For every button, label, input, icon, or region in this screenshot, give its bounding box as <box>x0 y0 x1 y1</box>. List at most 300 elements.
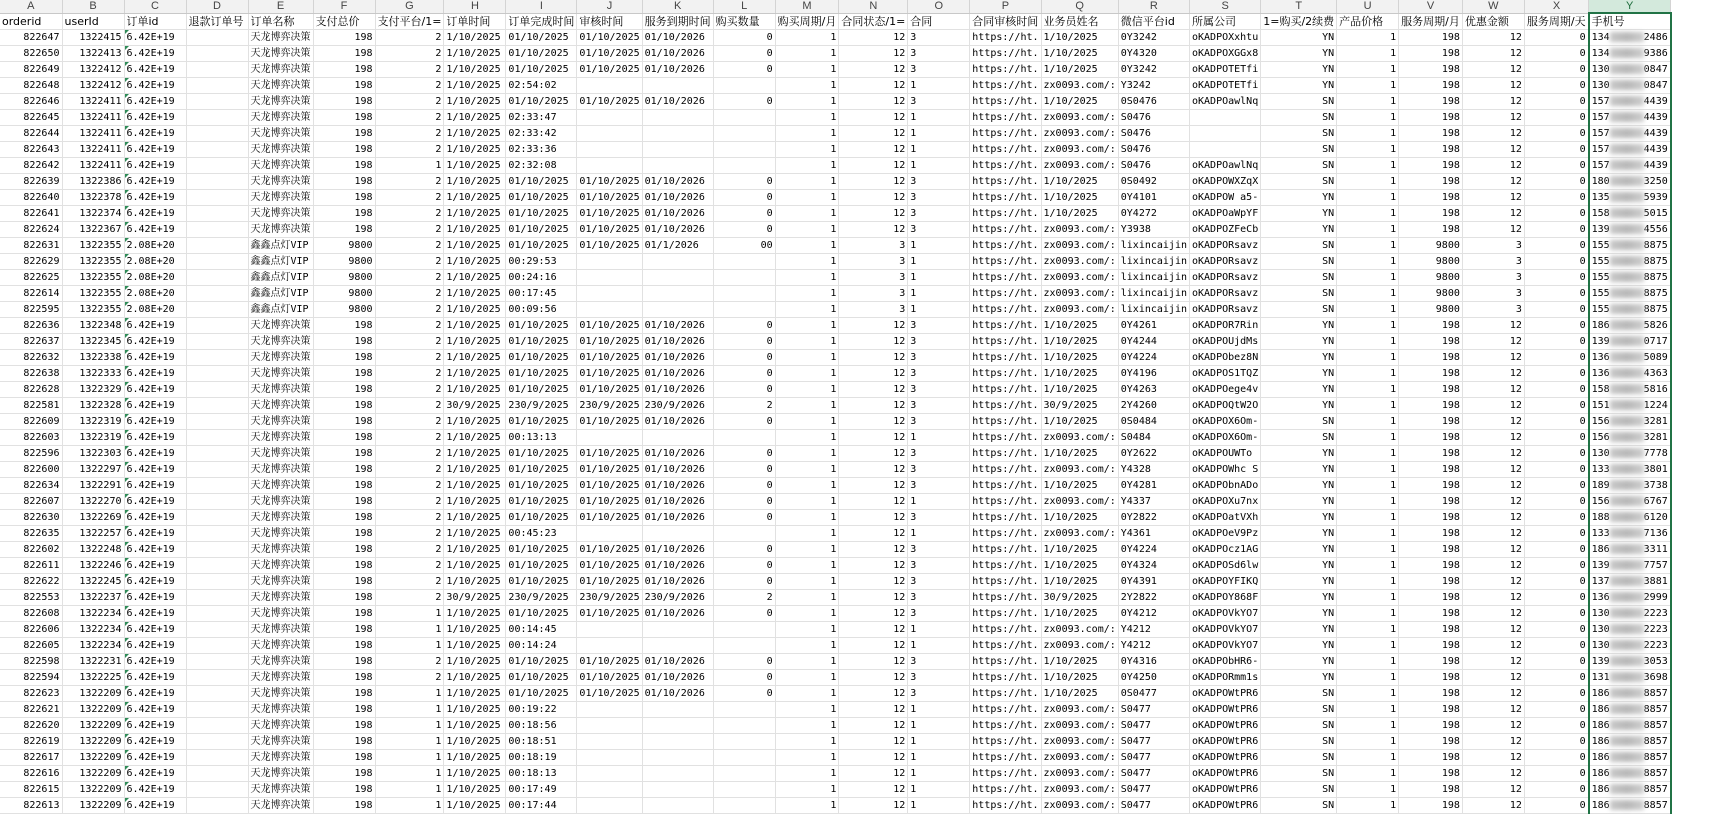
column-header-b[interactable]: B <box>62 0 124 13</box>
cell-x[interactable]: 0 <box>1524 638 1588 654</box>
column-header-f[interactable]: F <box>313 0 375 13</box>
cell-f[interactable]: 198 <box>313 606 375 622</box>
cell-o[interactable]: 1 <box>908 734 970 750</box>
cell-e[interactable]: 天龙博弈决策 <box>248 414 313 430</box>
phone-cell[interactable] <box>1589 350 1671 366</box>
cell-j[interactable] <box>577 718 642 734</box>
cell-w[interactable]: 12 <box>1462 142 1524 158</box>
cell-d[interactable] <box>186 414 248 430</box>
cell-u[interactable]: 1 <box>1337 686 1399 702</box>
phone-cell[interactable] <box>1589 126 1671 142</box>
cell-q[interactable]: zx0093.com/: <box>1041 462 1118 478</box>
cell-k[interactable] <box>642 766 713 782</box>
cell-u[interactable]: 1 <box>1337 462 1399 478</box>
cell-q[interactable]: 1/10/2025 <box>1041 318 1118 334</box>
field-header-cell[interactable]: 购买周期/月 <box>775 13 839 30</box>
cell-t[interactable]: YN <box>1261 350 1337 366</box>
cell-j[interactable]: 01/10/2025 <box>577 414 642 430</box>
cell-q[interactable]: zx0093.com/: <box>1041 494 1118 510</box>
cell-u[interactable]: 1 <box>1337 94 1399 110</box>
cell-w[interactable]: 12 <box>1462 414 1524 430</box>
cell-o[interactable]: 1 <box>908 110 970 126</box>
table-row[interactable] <box>0 734 1671 750</box>
table-row[interactable] <box>0 542 1671 558</box>
cell-g[interactable]: 1 <box>375 158 444 174</box>
cell-n[interactable]: 12 <box>839 350 908 366</box>
cell-x[interactable]: 0 <box>1524 110 1588 126</box>
cell-a[interactable]: 822645 <box>0 110 62 126</box>
cell-o[interactable]: 3 <box>908 206 970 222</box>
cell-e[interactable]: 天龙博弈决策 <box>248 542 313 558</box>
cell-x[interactable]: 0 <box>1524 526 1588 542</box>
cell-h[interactable]: 1/10/2025 <box>444 206 506 222</box>
cell-n[interactable]: 12 <box>839 174 908 190</box>
cell-t[interactable]: YN <box>1261 510 1337 526</box>
cell-h[interactable]: 1/10/2025 <box>444 782 506 798</box>
cell-f[interactable]: 198 <box>313 574 375 590</box>
phone-cell[interactable] <box>1589 798 1671 814</box>
field-header-cell[interactable]: 购买数量 <box>713 13 775 30</box>
cell-o[interactable]: 1 <box>908 622 970 638</box>
cell-p[interactable]: https://ht. <box>970 110 1041 126</box>
cell-x[interactable]: 0 <box>1524 94 1588 110</box>
cell-n[interactable]: 12 <box>839 462 908 478</box>
cell-n[interactable]: 12 <box>839 478 908 494</box>
cell-i[interactable]: 00:45:23 <box>506 526 577 542</box>
cell-l[interactable] <box>713 270 775 286</box>
cell-j[interactable]: 01/10/2025 <box>577 46 642 62</box>
cell-u[interactable]: 1 <box>1337 606 1399 622</box>
cell-a[interactable]: 822640 <box>0 190 62 206</box>
cell-g[interactable]: 2 <box>375 542 444 558</box>
cell-f[interactable]: 198 <box>313 558 375 574</box>
table-row[interactable] <box>0 254 1671 270</box>
cell-i[interactable]: 01/10/2025 <box>506 94 577 110</box>
cell-f[interactable]: 198 <box>313 526 375 542</box>
cell-l[interactable] <box>713 302 775 318</box>
cell-p[interactable]: https://ht. <box>970 702 1041 718</box>
cell-a[interactable]: 822602 <box>0 542 62 558</box>
cell-i[interactable]: 01/10/2025 <box>506 350 577 366</box>
cell-l[interactable] <box>713 142 775 158</box>
cell-d[interactable] <box>186 494 248 510</box>
cell-s[interactable]: oKADPOTETfi <box>1190 78 1261 94</box>
cell-d[interactable] <box>186 254 248 270</box>
cell-d[interactable] <box>186 606 248 622</box>
cell-q[interactable]: 1/10/2025 <box>1041 510 1118 526</box>
cell-b[interactable]: 1322234 <box>62 606 124 622</box>
cell-h[interactable]: 1/10/2025 <box>444 382 506 398</box>
column-header-q[interactable]: Q <box>1041 0 1118 13</box>
cell-f[interactable]: 9800 <box>313 238 375 254</box>
cell-u[interactable]: 1 <box>1337 558 1399 574</box>
cell-n[interactable]: 12 <box>839 366 908 382</box>
phone-cell[interactable] <box>1589 494 1671 510</box>
cell-j[interactable] <box>577 702 642 718</box>
cell-g[interactable]: 2 <box>375 110 444 126</box>
cell-j[interactable]: 01/10/2025 <box>577 446 642 462</box>
cell-g[interactable]: 2 <box>375 670 444 686</box>
cell-j[interactable] <box>577 526 642 542</box>
phone-cell[interactable] <box>1589 222 1671 238</box>
cell-l[interactable]: 0 <box>713 574 775 590</box>
cell-s[interactable]: oKADPORsavz <box>1190 254 1261 270</box>
cell-m[interactable]: 1 <box>775 30 839 46</box>
cell-o[interactable]: 3 <box>908 46 970 62</box>
cell-o[interactable]: 3 <box>908 478 970 494</box>
cell-o[interactable]: 3 <box>908 30 970 46</box>
cell-k[interactable]: 01/10/2026 <box>642 30 713 46</box>
cell-f[interactable]: 198 <box>313 30 375 46</box>
cell-u[interactable]: 1 <box>1337 174 1399 190</box>
cell-i[interactable]: 01/10/2025 <box>506 462 577 478</box>
cell-h[interactable]: 1/10/2025 <box>444 158 506 174</box>
cell-a[interactable]: 822594 <box>0 670 62 686</box>
field-header-cell[interactable]: orderid <box>0 13 62 30</box>
table-row[interactable] <box>0 382 1671 398</box>
cell-a[interactable]: 822553 <box>0 590 62 606</box>
cell-n[interactable]: 12 <box>839 686 908 702</box>
cell-a[interactable]: 822642 <box>0 158 62 174</box>
cell-i[interactable]: 00:09:56 <box>506 302 577 318</box>
cell-c[interactable]: 6.42E+19 <box>124 654 186 670</box>
column-header-p[interactable]: P <box>970 0 1041 13</box>
cell-o[interactable]: 3 <box>908 190 970 206</box>
cell-c[interactable]: 2.08E+20 <box>124 238 186 254</box>
cell-j[interactable]: 01/10/2025 <box>577 206 642 222</box>
cell-h[interactable]: 1/10/2025 <box>444 238 506 254</box>
cell-d[interactable] <box>186 686 248 702</box>
cell-u[interactable]: 1 <box>1337 766 1399 782</box>
cell-u[interactable]: 1 <box>1337 158 1399 174</box>
cell-d[interactable] <box>186 174 248 190</box>
phone-cell[interactable] <box>1589 414 1671 430</box>
cell-u[interactable]: 1 <box>1337 590 1399 606</box>
cell-k[interactable]: 01/10/2026 <box>642 222 713 238</box>
cell-f[interactable]: 198 <box>313 686 375 702</box>
cell-n[interactable]: 12 <box>839 718 908 734</box>
cell-f[interactable]: 198 <box>313 142 375 158</box>
cell-n[interactable]: 12 <box>839 110 908 126</box>
cell-k[interactable]: 01/10/2026 <box>642 654 713 670</box>
cell-i[interactable]: 01/10/2025 <box>506 574 577 590</box>
cell-r[interactable]: 0Y3242 <box>1118 62 1189 78</box>
cell-p[interactable]: https://ht. <box>970 654 1041 670</box>
cell-a[interactable]: 822595 <box>0 302 62 318</box>
cell-n[interactable]: 12 <box>839 446 908 462</box>
cell-x[interactable]: 0 <box>1524 206 1588 222</box>
table-row[interactable] <box>0 494 1671 510</box>
cell-m[interactable]: 1 <box>775 94 839 110</box>
phone-cell[interactable] <box>1589 670 1671 686</box>
cell-g[interactable]: 2 <box>375 46 444 62</box>
cell-j[interactable]: 01/10/2025 <box>577 350 642 366</box>
cell-d[interactable] <box>186 542 248 558</box>
cell-w[interactable]: 12 <box>1462 382 1524 398</box>
cell-h[interactable]: 1/10/2025 <box>444 494 506 510</box>
column-header-i[interactable]: I <box>506 0 577 13</box>
cell-j[interactable]: 01/10/2025 <box>577 174 642 190</box>
cell-n[interactable]: 12 <box>839 654 908 670</box>
cell-k[interactable]: 01/10/2026 <box>642 382 713 398</box>
cell-a[interactable]: 822596 <box>0 446 62 462</box>
cell-d[interactable] <box>186 190 248 206</box>
cell-j[interactable]: 01/10/2025 <box>577 382 642 398</box>
cell-t[interactable]: YN <box>1261 46 1337 62</box>
column-header-j[interactable]: J <box>577 0 642 13</box>
cell-c[interactable]: 6.42E+19 <box>124 526 186 542</box>
cell-w[interactable]: 12 <box>1462 174 1524 190</box>
cell-h[interactable]: 1/10/2025 <box>444 638 506 654</box>
cell-r[interactable]: 0Y4261 <box>1118 318 1189 334</box>
cell-n[interactable]: 12 <box>839 622 908 638</box>
cell-u[interactable]: 1 <box>1337 142 1399 158</box>
cell-u[interactable]: 1 <box>1337 222 1399 238</box>
cell-c[interactable]: 6.42E+19 <box>124 750 186 766</box>
cell-l[interactable] <box>713 158 775 174</box>
table-row[interactable] <box>0 238 1671 254</box>
cell-c[interactable]: 6.42E+19 <box>124 638 186 654</box>
cell-i[interactable]: 00:24:16 <box>506 270 577 286</box>
table-row[interactable] <box>0 110 1671 126</box>
cell-t[interactable]: YN <box>1261 558 1337 574</box>
cell-q[interactable]: 30/9/2025 <box>1041 590 1118 606</box>
cell-a[interactable]: 822646 <box>0 94 62 110</box>
cell-p[interactable]: https://ht. <box>970 46 1041 62</box>
cell-f[interactable]: 198 <box>313 766 375 782</box>
cell-q[interactable]: zx0093.com/: <box>1041 702 1118 718</box>
cell-k[interactable]: 01/10/2026 <box>642 446 713 462</box>
cell-a[interactable]: 822630 <box>0 510 62 526</box>
column-header-e[interactable]: E <box>248 0 313 13</box>
cell-l[interactable] <box>713 782 775 798</box>
cell-x[interactable]: 0 <box>1524 702 1588 718</box>
cell-l[interactable]: 0 <box>713 670 775 686</box>
cell-q[interactable]: 1/10/2025 <box>1041 94 1118 110</box>
cell-g[interactable]: 2 <box>375 174 444 190</box>
column-header-n[interactable]: N <box>839 0 908 13</box>
cell-h[interactable]: 1/10/2025 <box>444 734 506 750</box>
cell-m[interactable]: 1 <box>775 590 839 606</box>
phone-cell[interactable] <box>1589 238 1671 254</box>
phone-cell[interactable] <box>1589 446 1671 462</box>
cell-p[interactable]: https://ht. <box>970 142 1041 158</box>
column-header-x[interactable]: X <box>1524 0 1588 13</box>
cell-d[interactable] <box>186 350 248 366</box>
cell-w[interactable]: 12 <box>1462 334 1524 350</box>
cell-h[interactable]: 1/10/2025 <box>444 334 506 350</box>
cell-c[interactable]: 6.42E+19 <box>124 670 186 686</box>
cell-a[interactable]: 822635 <box>0 526 62 542</box>
table-row[interactable] <box>0 46 1671 62</box>
cell-c[interactable]: 6.42E+19 <box>124 574 186 590</box>
cell-h[interactable]: 1/10/2025 <box>444 766 506 782</box>
cell-i[interactable]: 01/10/2025 <box>506 414 577 430</box>
cell-e[interactable]: 天龙博弈决策 <box>248 734 313 750</box>
cell-l[interactable]: 0 <box>713 366 775 382</box>
cell-w[interactable]: 12 <box>1462 366 1524 382</box>
cell-a[interactable]: 822643 <box>0 142 62 158</box>
cell-t[interactable]: YN <box>1261 62 1337 78</box>
cell-l[interactable] <box>713 430 775 446</box>
cell-d[interactable] <box>186 510 248 526</box>
cell-m[interactable]: 1 <box>775 174 839 190</box>
cell-t[interactable]: SN <box>1261 286 1337 302</box>
cell-u[interactable]: 1 <box>1337 110 1399 126</box>
cell-c[interactable]: 6.42E+19 <box>124 782 186 798</box>
cell-f[interactable]: 198 <box>313 430 375 446</box>
cell-f[interactable]: 198 <box>313 494 375 510</box>
cell-x[interactable]: 0 <box>1524 158 1588 174</box>
cell-x[interactable]: 0 <box>1524 126 1588 142</box>
cell-r[interactable]: 0S0477 <box>1118 686 1189 702</box>
cell-k[interactable] <box>642 734 713 750</box>
cell-n[interactable]: 12 <box>839 62 908 78</box>
cell-e[interactable]: 天龙博弈决策 <box>248 558 313 574</box>
cell-f[interactable]: 198 <box>313 622 375 638</box>
cell-i[interactable]: 01/10/2025 <box>506 446 577 462</box>
cell-k[interactable] <box>642 126 713 142</box>
cell-c[interactable]: 6.42E+19 <box>124 702 186 718</box>
cell-e[interactable]: 天龙博弈决策 <box>248 142 313 158</box>
cell-k[interactable]: 01/10/2026 <box>642 174 713 190</box>
cell-o[interactable]: 1 <box>908 702 970 718</box>
cell-g[interactable]: 2 <box>375 302 444 318</box>
cell-l[interactable]: 0 <box>713 478 775 494</box>
table-row[interactable] <box>0 558 1671 574</box>
cell-g[interactable]: 2 <box>375 558 444 574</box>
cell-k[interactable] <box>642 798 713 814</box>
cell-a[interactable]: 822605 <box>0 638 62 654</box>
cell-c[interactable]: 6.42E+19 <box>124 30 186 46</box>
cell-b[interactable]: 1322412 <box>62 78 124 94</box>
cell-w[interactable]: 12 <box>1462 654 1524 670</box>
cell-r[interactable]: 0S0484 <box>1118 414 1189 430</box>
cell-m[interactable]: 1 <box>775 702 839 718</box>
cell-n[interactable]: 12 <box>839 638 908 654</box>
cell-p[interactable]: https://ht. <box>970 430 1041 446</box>
cell-i[interactable]: 00:29:53 <box>506 254 577 270</box>
cell-m[interactable]: 1 <box>775 782 839 798</box>
cell-h[interactable]: 1/10/2025 <box>444 62 506 78</box>
cell-b[interactable]: 1322234 <box>62 622 124 638</box>
cell-x[interactable]: 0 <box>1524 30 1588 46</box>
cell-m[interactable]: 1 <box>775 734 839 750</box>
table-row[interactable] <box>0 590 1671 606</box>
cell-x[interactable]: 0 <box>1524 622 1588 638</box>
cell-m[interactable]: 1 <box>775 350 839 366</box>
table-row[interactable] <box>0 574 1671 590</box>
cell-x[interactable]: 0 <box>1524 286 1588 302</box>
table-row[interactable] <box>0 414 1671 430</box>
cell-f[interactable]: 198 <box>313 462 375 478</box>
cell-u[interactable]: 1 <box>1337 430 1399 446</box>
table-row[interactable] <box>0 446 1671 462</box>
cell-o[interactable]: 1 <box>908 750 970 766</box>
cell-b[interactable]: 1322355 <box>62 238 124 254</box>
field-header-cell[interactable]: 合同状态/1= <box>839 13 908 30</box>
cell-s[interactable]: oKADPORsavz <box>1190 286 1261 302</box>
cell-r[interactable]: Y3938 <box>1118 222 1189 238</box>
cell-x[interactable]: 0 <box>1524 190 1588 206</box>
cell-s[interactable]: oKADPOXxhtu <box>1190 30 1261 46</box>
cell-n[interactable]: 12 <box>839 750 908 766</box>
cell-d[interactable] <box>186 94 248 110</box>
cell-l[interactable] <box>713 110 775 126</box>
cell-o[interactable]: 1 <box>908 766 970 782</box>
cell-s[interactable]: oKADPOS1TQZ <box>1190 366 1261 382</box>
cell-g[interactable]: 2 <box>375 654 444 670</box>
table-row[interactable] <box>0 430 1671 446</box>
cell-t[interactable]: YN <box>1261 574 1337 590</box>
cell-q[interactable]: zx0093.com/: <box>1041 142 1118 158</box>
cell-u[interactable]: 1 <box>1337 670 1399 686</box>
phone-cell[interactable] <box>1589 606 1671 622</box>
phone-cell[interactable] <box>1589 574 1671 590</box>
cell-t[interactable]: YN <box>1261 462 1337 478</box>
cell-m[interactable]: 1 <box>775 478 839 494</box>
cell-n[interactable]: 12 <box>839 590 908 606</box>
cell-e[interactable]: 天龙博弈决策 <box>248 334 313 350</box>
cell-o[interactable]: 3 <box>908 366 970 382</box>
cell-v[interactable]: 198 <box>1399 798 1463 814</box>
cell-m[interactable]: 1 <box>775 446 839 462</box>
cell-h[interactable]: 1/10/2025 <box>444 318 506 334</box>
cell-r[interactable]: S0476 <box>1118 110 1189 126</box>
cell-e[interactable]: 天龙博弈决策 <box>248 654 313 670</box>
cell-m[interactable]: 1 <box>775 158 839 174</box>
cell-h[interactable]: 1/10/2025 <box>444 574 506 590</box>
cell-g[interactable]: 1 <box>375 750 444 766</box>
cell-e[interactable]: 天龙博弈决策 <box>248 446 313 462</box>
cell-r[interactable]: lixincaijin <box>1118 254 1189 270</box>
cell-b[interactable]: 1322415 <box>62 30 124 46</box>
cell-c[interactable]: 6.42E+19 <box>124 494 186 510</box>
cell-m[interactable]: 1 <box>775 398 839 414</box>
cell-r[interactable]: Y3242 <box>1118 78 1189 94</box>
cell-q[interactable]: zx0093.com/: <box>1041 798 1118 814</box>
cell-i[interactable]: 01/10/2025 <box>506 46 577 62</box>
cell-a[interactable]: 822616 <box>0 766 62 782</box>
cell-v[interactable]: 198 <box>1399 526 1463 542</box>
cell-d[interactable] <box>186 286 248 302</box>
cell-b[interactable]: 1322246 <box>62 558 124 574</box>
cell-q[interactable]: 1/10/2025 <box>1041 574 1118 590</box>
phone-cell[interactable] <box>1589 654 1671 670</box>
cell-b[interactable]: 1322412 <box>62 62 124 78</box>
cell-t[interactable]: YN <box>1261 526 1337 542</box>
column-header-u[interactable]: U <box>1337 0 1399 13</box>
table-row[interactable] <box>0 158 1671 174</box>
cell-c[interactable]: 2.08E+20 <box>124 270 186 286</box>
cell-a[interactable]: 822648 <box>0 78 62 94</box>
cell-l[interactable]: 0 <box>713 494 775 510</box>
cell-c[interactable]: 6.42E+19 <box>124 734 186 750</box>
cell-n[interactable]: 12 <box>839 30 908 46</box>
cell-c[interactable]: 6.42E+19 <box>124 142 186 158</box>
cell-t[interactable]: SN <box>1261 686 1337 702</box>
cell-g[interactable]: 2 <box>375 286 444 302</box>
cell-v[interactable]: 198 <box>1399 222 1463 238</box>
cell-m[interactable]: 1 <box>775 366 839 382</box>
cell-f[interactable]: 198 <box>313 734 375 750</box>
cell-x[interactable]: 0 <box>1524 302 1588 318</box>
cell-k[interactable]: 01/10/2026 <box>642 190 713 206</box>
cell-c[interactable]: 6.42E+19 <box>124 430 186 446</box>
cell-t[interactable]: YN <box>1261 190 1337 206</box>
cell-j[interactable]: 01/10/2025 <box>577 190 642 206</box>
cell-n[interactable]: 12 <box>839 190 908 206</box>
